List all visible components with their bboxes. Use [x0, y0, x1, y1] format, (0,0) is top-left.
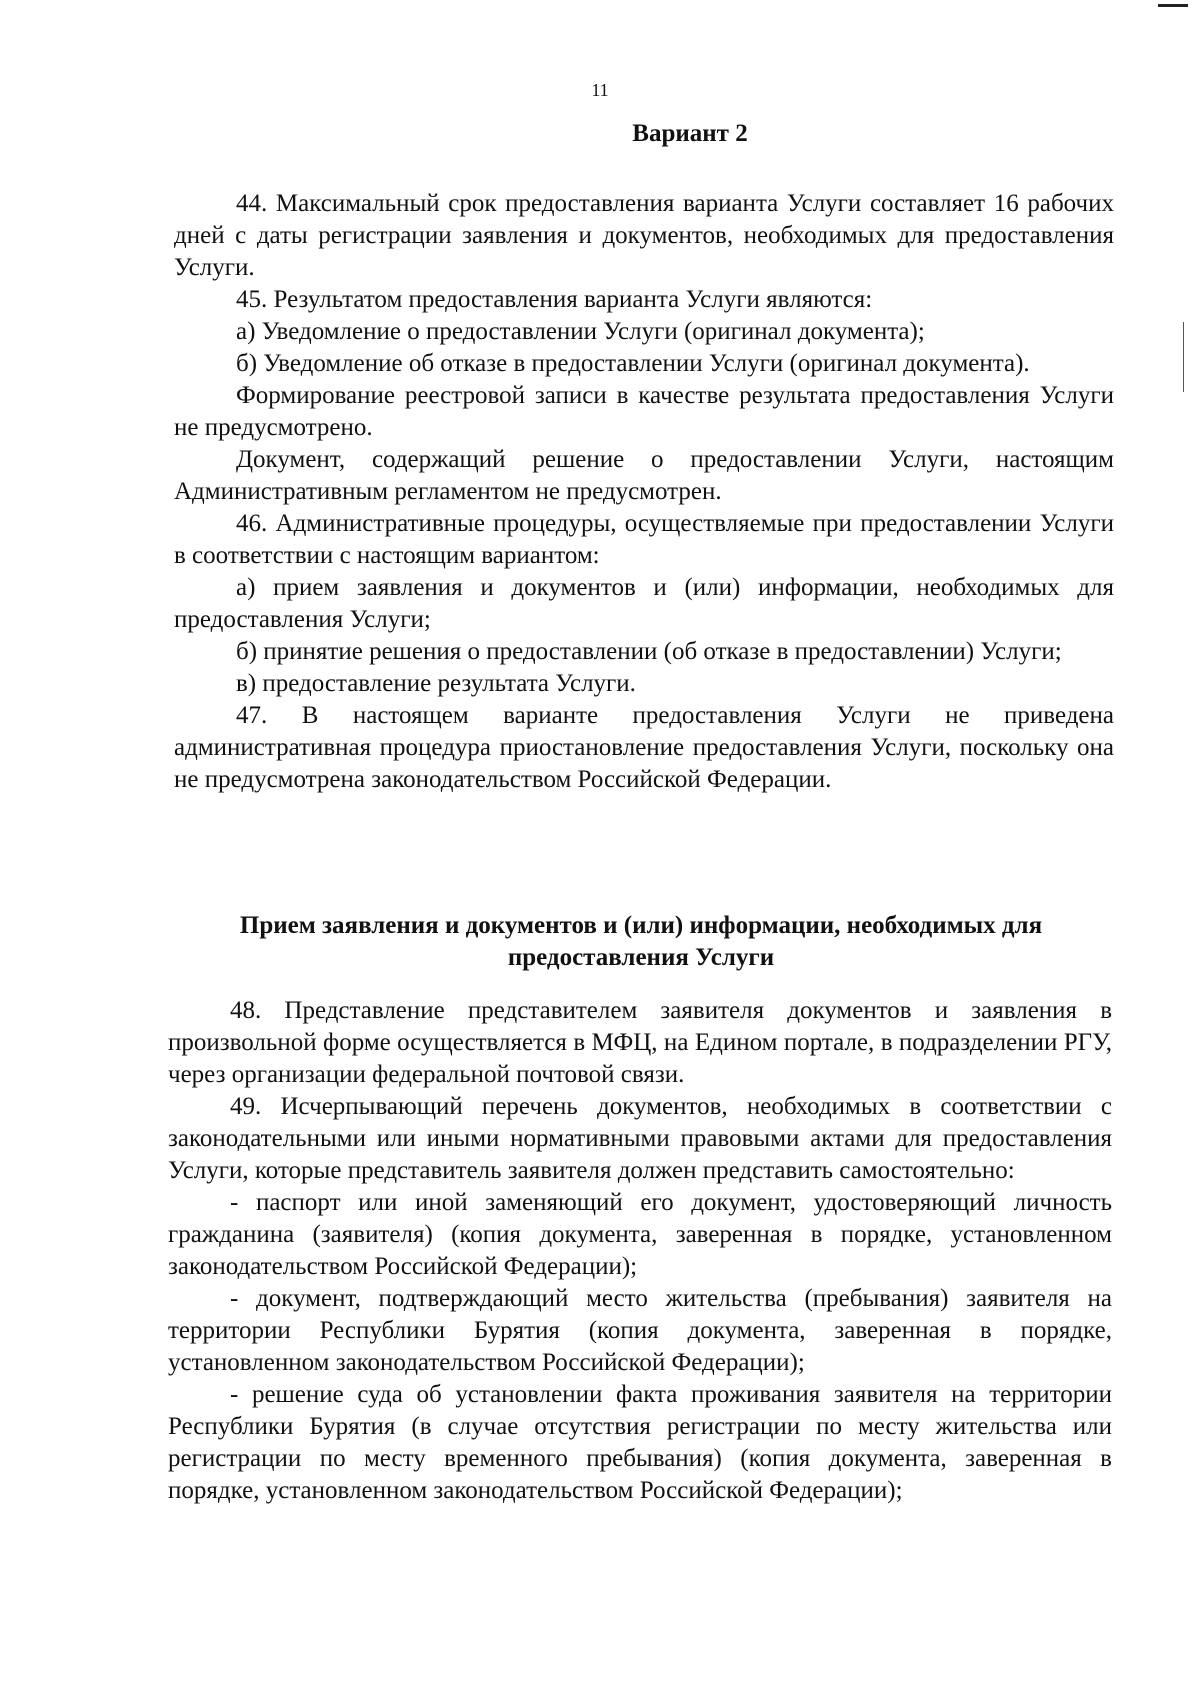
document-list-item: - документ, подтверждающий место жительства (пребывания) заявителя на территории Республики Бурятия (копия документа, заверенная в порядке, установленном законодательством Российской Федерации); [168, 1285, 1112, 1376]
paragraph-49: 49. Исчерпывающий перечень документов, необходимых в соответствии с законодательными или иными нормативными правовыми актами для предоставления Услуги, которые представитель заявителя должен представить самостоятельно: [168, 1093, 1112, 1184]
document-list-item: - решение суда об установлении факта проживания заявителя на территории Республики Бурятия (в случае отсутствия регистрации по месту жительства или регистрации по месту временного пребывания) (копия документа, заверенная в порядке, установленном законодательством Российской Федерации); [168, 1381, 1112, 1504]
section-variant-2 [174, 188, 1114, 796]
registry-record-note: Формирование реестровой записи в качестве результата предоставления Услуги не предусмотрено. [174, 382, 1114, 441]
page-number: 11 [591, 80, 609, 100]
paragraph-44: 44. Максимальный срок предоставления варианта Услуги составляет 16 рабочих дней с даты регистрации заявления и документов, необходимых для предоставления Услуги. [174, 190, 1114, 281]
paragraph-45: 45. Результатом предоставления варианта Услуги являются: [236, 286, 873, 313]
decision-document-note: Документ, содержащий решение о предоставлении Услуги, настоящим Административным регламентом не предусмотрен. [174, 446, 1114, 505]
scan-edge-mark [1183, 322, 1184, 392]
procedure-item-a: а) прием заявления и документов и (или) информации, необходимых для предоставления Услуги; [174, 574, 1114, 633]
section-application-intake [168, 995, 1112, 1507]
section-heading: Прием заявления и документов и (или) информации, необходимых для предоставления Услуги [239, 912, 1043, 971]
document-list-item: - паспорт или иной заменяющий его документ, удостоверяющий личность гражданина (заявителя) (копия документа, заверенная в порядке, установленном законодательством Российской Федерации); [168, 1189, 1112, 1280]
scan-edge-mark [1158, 4, 1188, 7]
procedure-item-c: в) предоставление результата Услуги. [236, 670, 636, 697]
procedure-item-b: б) принятие решения о предоставлении (об отказе в предоставлении) Услуги; [236, 638, 1062, 665]
paragraph-47: 47. В настоящем варианте предоставления Услуги не приведена административная процедура приостановление предоставления Услуги, поскольку она не предусмотрена законодательством Российской Федерации. [174, 702, 1114, 793]
variant-title: Вариант 2 [632, 120, 748, 147]
result-item-a: а) Уведомление о предоставлении Услуги (оригинал документа); [236, 318, 925, 345]
paragraph-46: 46. Административные процедуры, осуществляемые при предоставлении Услуги в соответствии с настоящим вариантом: [174, 510, 1114, 569]
result-item-b: б) Уведомление об отказе в предоставлении Услуги (оригинал документа). [236, 350, 1030, 377]
paragraph-48: 48. Представление представителем заявителя документов и заявления в произвольной форме осуществляется в МФЦ, на Едином портале, в подразделении РГУ, через организации федеральной почтовой связи. [168, 997, 1112, 1088]
